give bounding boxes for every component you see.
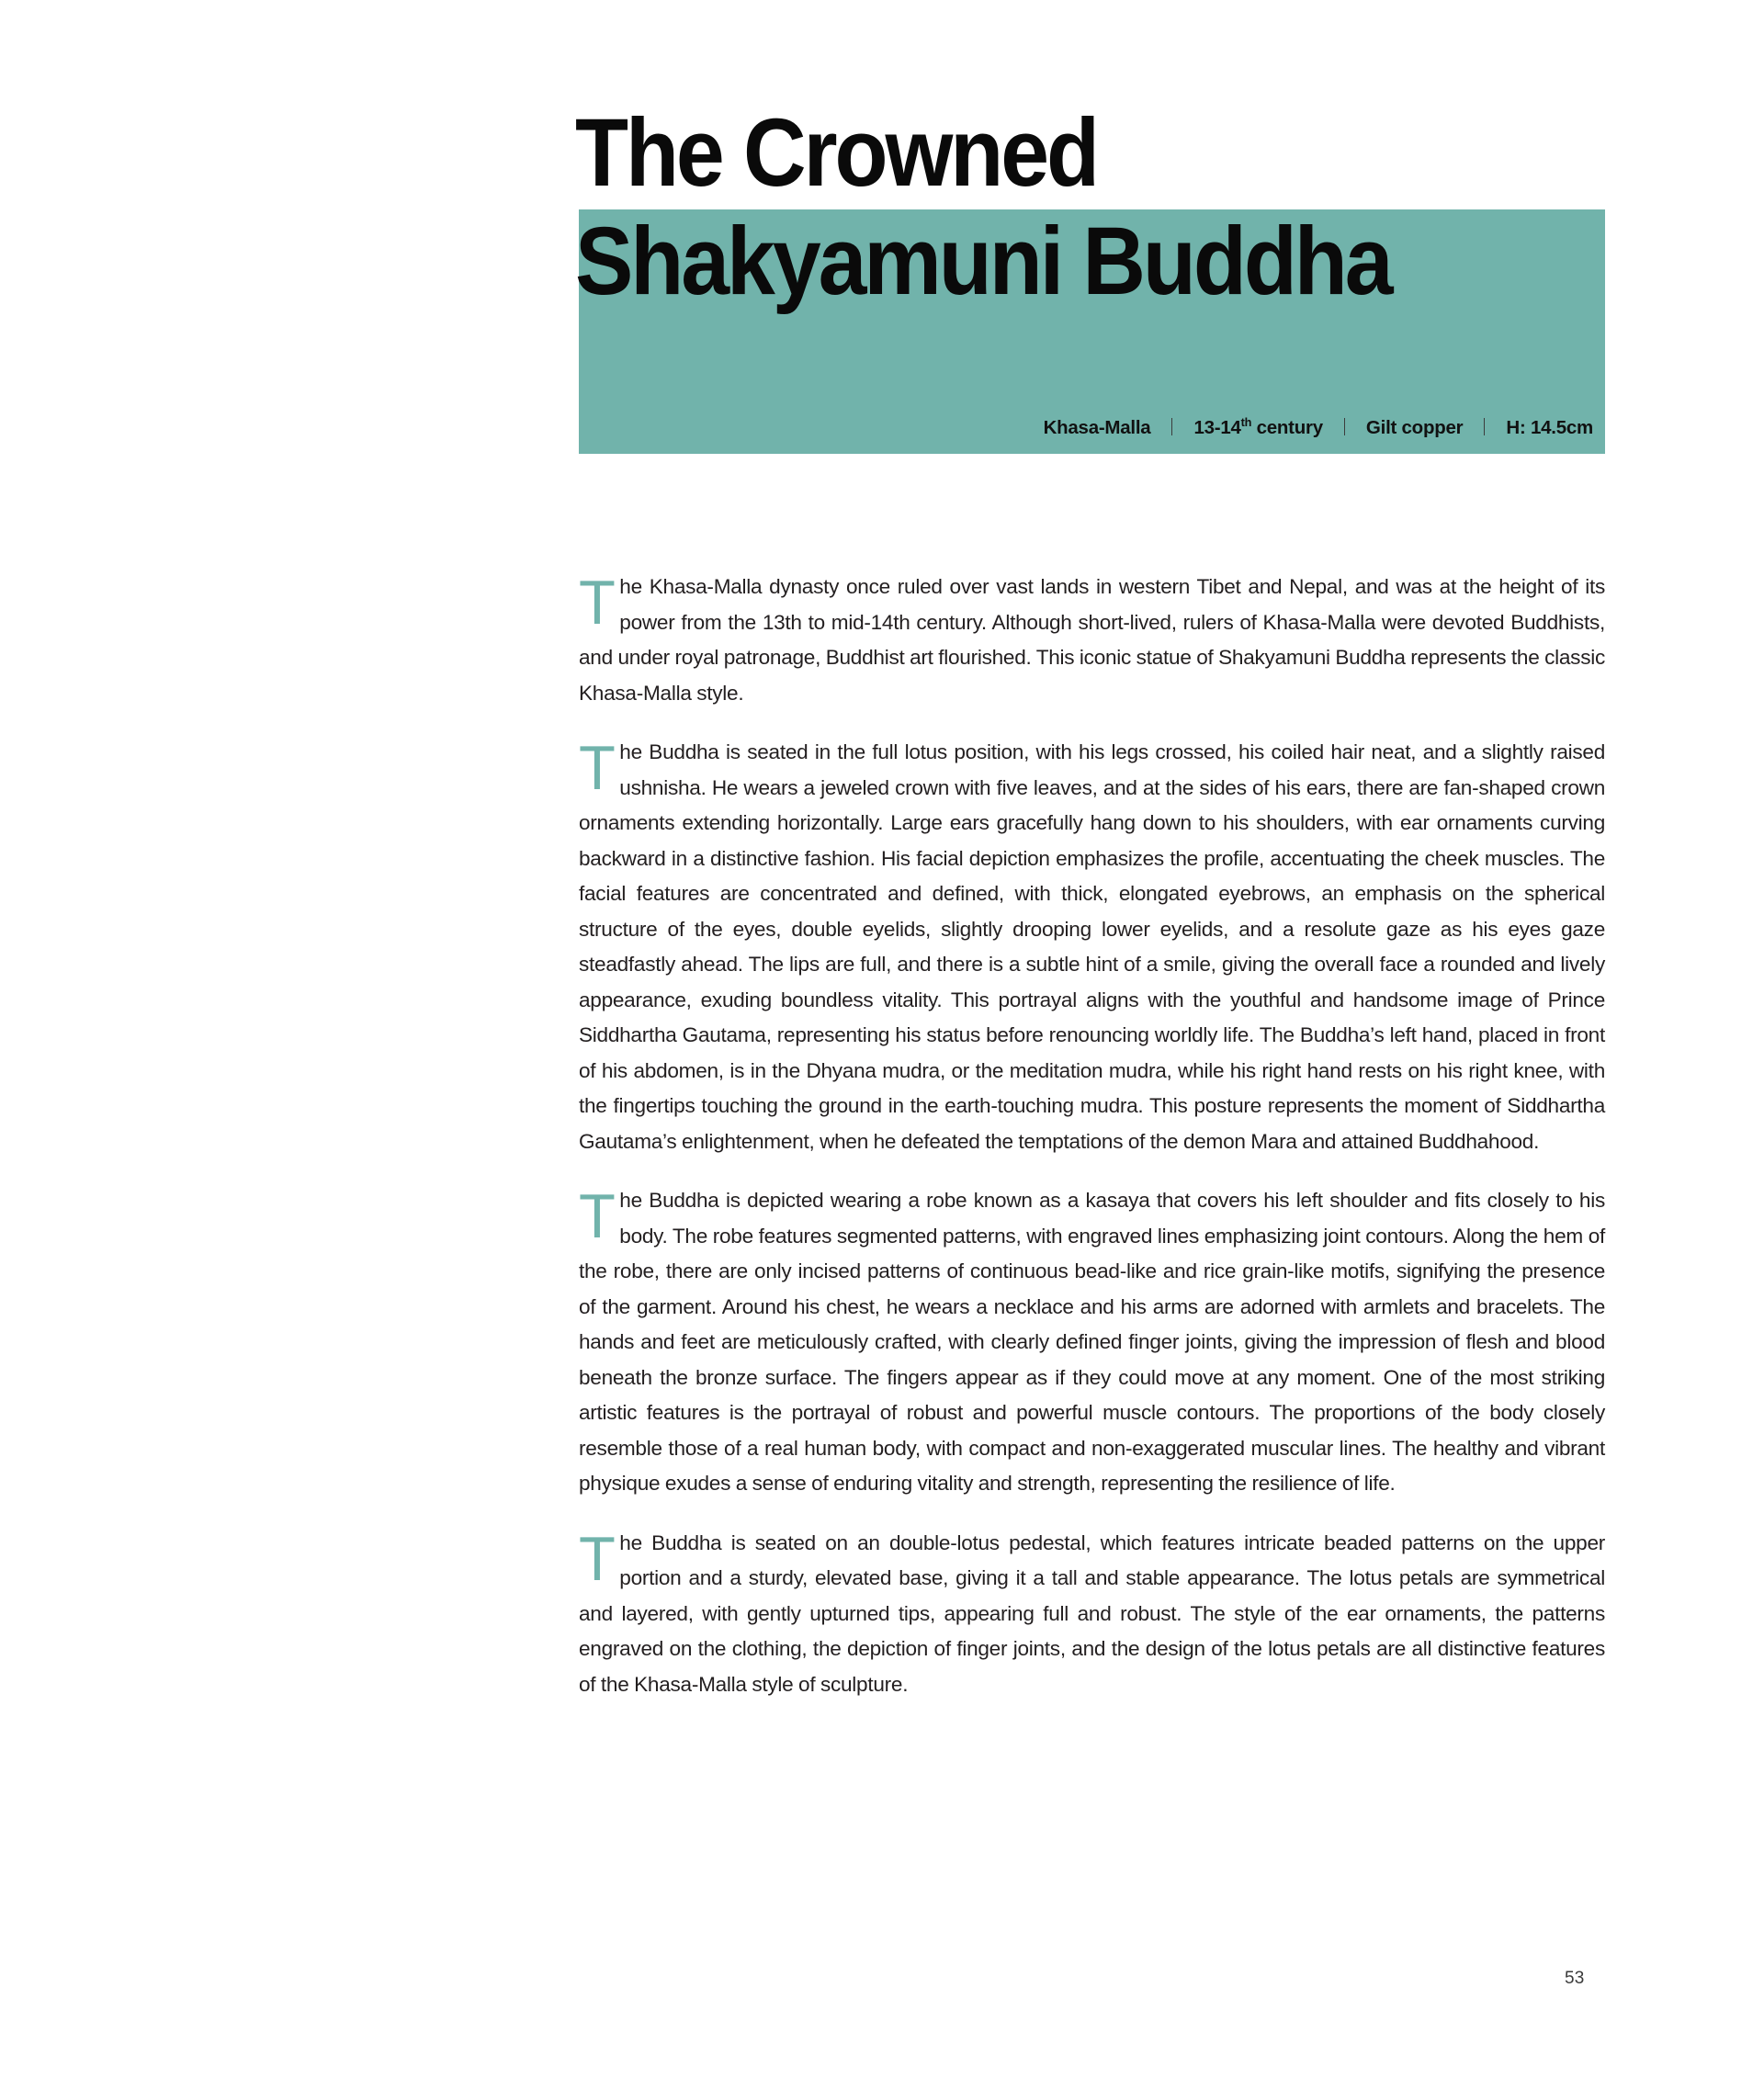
- metadata-material: Gilt copper: [1365, 417, 1464, 438]
- page-title-line-1: The Crowned: [575, 99, 1098, 207]
- title-header-block: [575, 99, 1605, 454]
- metadata-period-unit: century: [1256, 417, 1323, 438]
- metadata-dimensions: H: 14.5cm: [1506, 417, 1593, 438]
- drop-cap: T: [579, 1181, 616, 1251]
- page-number: 53: [1565, 1969, 1585, 1988]
- body-paragraph: [579, 1523, 1605, 1703]
- metadata-period-ordinal: th: [1240, 415, 1252, 430]
- body-paragraph: [579, 570, 1605, 711]
- page-title-line-2: Shakyamuni Buddha: [575, 208, 1391, 315]
- artifact-metadata: [1043, 416, 1594, 439]
- metadata-period-number: 13-14: [1193, 417, 1241, 438]
- metadata-separator-icon: [1171, 418, 1172, 435]
- paragraph-text: he Buddha is seated on an double-lotus pedestal, which features intricate beaded patterns on the upper portion and a sturdy, elevated base, giving it a tall and stable appearance. The lotus petals are symmetrical and layered, with gently upturned tips, appearing full and robust. The style of the ear ornaments, the patterns engraved on the clothing, the depiction of finger joints, and the design of the lotus petals are all distinctive features of the Khasa-Malla style of sculpture.: [579, 1530, 1605, 1696]
- metadata-culture: Khasa-Malla: [1043, 417, 1151, 438]
- drop-cap: T: [579, 1523, 616, 1594]
- body-paragraph: [579, 1183, 1605, 1502]
- paragraph-text: he Khasa-Malla dynasty once ruled over vast lands in western Tibet and Nepal, and was at the height of its power from the 13th to mid-14th century. Although short-lived, rulers of Khasa-Malla were devoted Buddhists, and under royal patronage, Buddhist art flourished. This iconic statue of Shakyamuni Buddha represents the classic Khasa-Malla style.: [579, 575, 1606, 705]
- page-title: [575, 99, 1613, 316]
- metadata-separator-icon: [1344, 418, 1345, 435]
- metadata-period: [1193, 417, 1323, 439]
- drop-cap: T: [579, 733, 616, 803]
- body-paragraph: [579, 735, 1605, 1159]
- drop-cap: T: [579, 568, 616, 638]
- page-title-text: [575, 99, 1515, 316]
- paragraph-text: he Buddha is depicted wearing a robe known as a kasaya that covers his left shoulder and fits closely to his body. The robe features segmented patterns, with engraved lines emphasizing joint contours. Along the hem of the robe, there are only incised patterns of continuous bead-like and rice grain-like motifs, signifying the presence of the garment. Around his chest, he wears a necklace and his arms are adorned with armlets and bracelets. The hands and feet are meticulously crafted, with clearly defined finger joints, giving the impression of flesh and blood beneath the bronze surface. The fingers appear as if they could move at any moment. One of the most striking artistic features is the portrayal of robust and powerful muscle contours. The proportions of the body closely resemble those of a real human body, with compact and non-exaggerated muscular lines. The healthy and vibrant physique exudes a sense of enduring vitality and strength, representing the resilience of life.: [579, 1189, 1605, 1495]
- article-body: [579, 570, 1605, 1702]
- paragraph-text: he Buddha is seated in the full lotus position, with his legs crossed, his coiled hair neat, and a slightly raised ushnisha. He wears a jeweled crown with five leaves, and at the sides of his ears, there are fan-shaped crown ornaments extending horizontally. Large ears gracefully hang down to his shoulders, with ear ornaments curving backward in a distinctive fashion. His facial depiction emphasizes the profile, accentuating the cheek muscles. The facial features are concentrated and defined, with thick, elongated eyebrows, an emphasis on the spherical structure of the eyes, double eyelids, slightly drooping lower eyelids, and a resolute gaze as his eyes gaze steadfastly ahead. The lips are full, and there is a subtle hint of a smile, giving the overall face a rounded and lively appearance, exuding boundless vitality. This portrayal aligns with the youthful and handsome image of Prince Siddhartha Gautama, representing his status before renouncing worldly life. The Buddha’s left hand, placed in front of his abdomen, is in the Dhyana mudra, or the meditation mudra, while his right hand rests on his right knee, with the fingertips touching the ground in the earth-touching mudra. This posture represents the moment of Siddhartha Gautama’s enlightenment, when he defeated the temptations of the demon Mara and attained Buddhahood.: [579, 740, 1605, 1153]
- metadata-separator-icon: [1484, 418, 1485, 435]
